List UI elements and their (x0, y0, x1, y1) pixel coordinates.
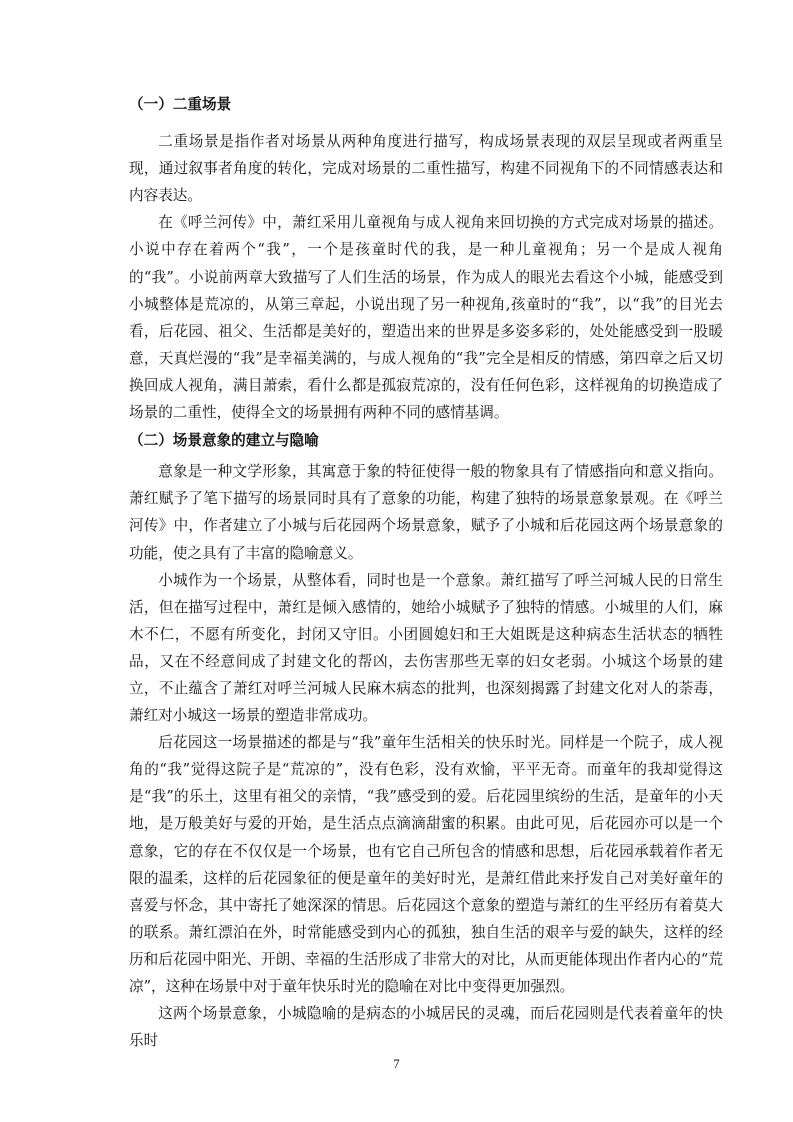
paragraph: 在《呼兰河传》中，萧红采用儿童视角与成人视角来回切换的方式完成对场景的描述。小说中存在着两个“我”，一个是孩童时代的我，是一种儿童视角；另一个是成人视角的“我”。小说前两章大致描写了人们生活的场景，作为成人的眼光去看这个小城，能感受到小城整体是荒凉的，从第三章起，小说出现了另一种视角,孩童时的“我”，以“我”的目光去看，后花园、祖父、生活都是美好的，塑造出来的世界是多姿多彩的，处处能感受到一股暖意，天真烂漫的“我”是幸福美满的，与成人视角的“我”完全是相反的情感，第四章之后又切换回成人视角，满目萧索，看什么都是孤寂荒凉的，没有任何色彩，这样视角的切换造成了场景的二重性，使得全文的场景拥有两种不同的感情基调。 (129, 214, 723, 422)
paragraph: 后花园这一场景描述的都是与“我”童年生活相关的快乐时光。同样是一个院子，成人视角的“我”觉得这院子是“荒凉的”，没有色彩，没有欢愉，平平无奇。而童年的我却觉得这是“我”的乐土，这里有祖父的亲情，“我”感受到的爱。后花园里缤纷的生活，是童年的小天地，是万般美好与爱的开始，是生活点点滴滴甜蜜的积累。由此可见，后花园亦可以是一个意象，它的存在不仅仅是一个场景，也有它自己所包含的情感和思想，后花园承载着作者无限的温柔，这样的后花园象征的便是童年的美好时光，是萧红借此来抒发自己对美好童年的喜爱与怀念，其中寄托了她深深的情思。后花园这个意象的塑造与萧红的生平经历有着莫大的联系。萧红漂泊在外，时常能感受到内心的孤独，独自生活的艰辛与爱的缺失，这样的经历和后花园中阳光、开朗、幸福的生活形成了非常大的对比，从而更能体现出作者内心的“荒凉”，这种在场景中对于童年快乐时光的隐喻在对比中变得更加强烈。 (129, 734, 723, 995)
body-text (129, 91, 723, 1054)
paragraph: 意象是一种文学形象，其寓意于象的特征使得一般的物象具有了情感指向和意义指向。萧红赋予了笔下描写的场景同时具有了意象的功能，构建了独特的场景意象景观。在《呼兰河传》中，作者建立了小城与后花园两个场景意象，赋予了小城和后花园这两个场景意象的功能，使之具有了丰富的隐喻意义。 (129, 463, 723, 562)
page-number: 7 (393, 1057, 400, 1071)
paragraph: 这两个场景意象，小城隐喻的是病态的小城居民的灵魂，而后花园则是代表着童年的快乐时 (129, 1005, 723, 1050)
paragraph: 二重场景是指作者对场景从两种角度进行描写，构成场景表现的双层呈现或者两重呈现，通过叙事者角度的转化，完成对场景的二重性描写，构建不同视角下的不同情感表达和内容表达。 (129, 133, 723, 205)
section-heading-dual-scene: （一）二重场景 (129, 96, 232, 113)
section-heading-scene-imagery: （二）场景意象的建立与隐喻 (129, 432, 319, 450)
paragraph: 小城作为一个场景，从整体看，同时也是一个意象。萧红描写了呼兰河城人民的日常生活，但在描写过程中，萧红是倾入感情的，她给小城赋予了独特的情感。小城里的人们，麻木不仁，不愿有所变化，封闭又守旧。小团圆媳妇和王大姐既是这种病态生活状态的牺牲品，又在不经意间成了封建文化的帮凶，去伤害那些无辜的妇女老弱。小城这个场景的建立，不止蕴含了萧红对呼兰河城人民麻木病态的批判，也深刻揭露了封建文化对人的荼毒，萧红对小城这一场景的塑造非常成功。 (129, 571, 723, 725)
